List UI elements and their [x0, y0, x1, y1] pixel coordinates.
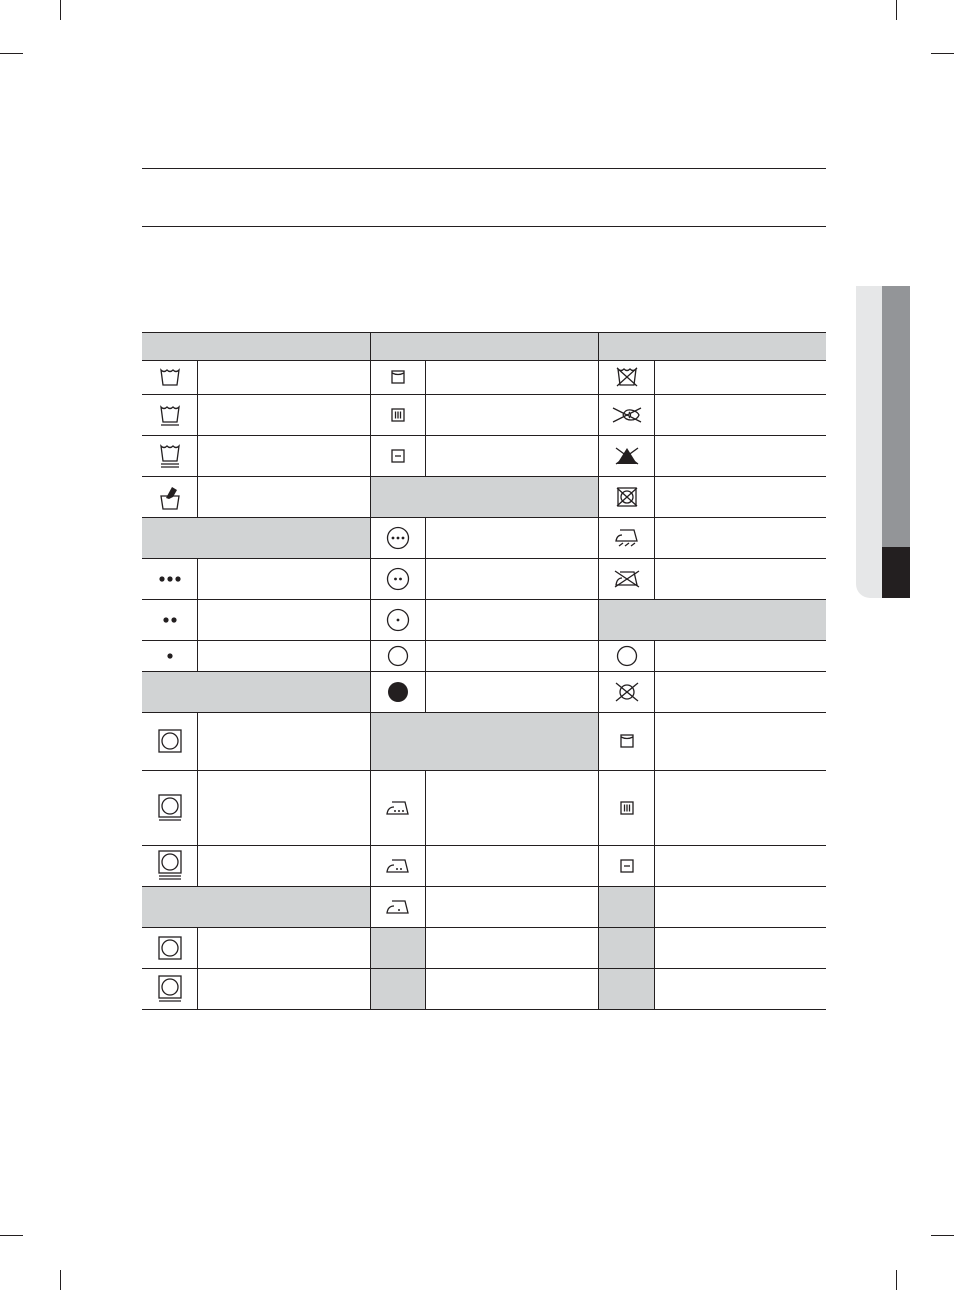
do-not-wash-icon: [599, 360, 654, 394]
square-three-bars-icon-glyph: [391, 408, 405, 422]
do-not-wash-icon-glyph: [615, 366, 639, 388]
iron-two-dots-icon: [371, 845, 425, 886]
square-circle-double-underline-icon: [142, 845, 197, 886]
title-rule-bottom: [142, 226, 826, 227]
wash-tub-delicate-icon: [142, 435, 197, 476]
table-row-line: [142, 517, 826, 518]
wash-tub-permanent-press-icon-glyph: [158, 403, 182, 427]
square-circle-underline-icon-glyph: [158, 975, 182, 1003]
crop-mark: [0, 53, 23, 54]
table-column-line: [425, 517, 426, 712]
table-row-line: [142, 558, 826, 559]
do-not-steam-iron-icon: [599, 517, 654, 558]
table-row-line: [142, 671, 826, 672]
section-header-band: [371, 712, 598, 770]
table-row-line: [142, 845, 826, 846]
section-header-band: [142, 517, 371, 558]
table-row-line: [142, 886, 826, 887]
square-dash-icon-glyph: [620, 859, 634, 873]
table-row-line: [142, 394, 826, 395]
square-dash-icon: [599, 845, 654, 886]
three-dots-icon-glyph: [158, 575, 182, 583]
do-not-tumble-dry-icon: [599, 476, 654, 517]
table-row-line: [142, 1009, 826, 1010]
chapter-tab-background: [856, 286, 883, 598]
hand-wash-icon-glyph: [158, 484, 182, 510]
table-row-line: [142, 435, 826, 436]
circle-empty-icon-glyph: [616, 645, 638, 667]
do-not-bleach-icon: [599, 435, 654, 476]
table-row-line: [142, 927, 826, 928]
iron-one-dot-icon-glyph: [385, 899, 411, 915]
do-not-dry-clean-icon-glyph: [614, 681, 640, 703]
table-row-line: [142, 360, 826, 361]
wash-tub-permanent-press-icon: [142, 394, 197, 435]
square-blank-icon: [599, 712, 654, 770]
square-circle-icon: [142, 712, 197, 770]
table-column-line: [197, 558, 198, 671]
two-dots-icon-glyph: [161, 616, 179, 624]
do-not-wring-icon: [599, 394, 654, 435]
icon-column-band: [599, 886, 654, 1009]
square-circle-double-underline-icon-glyph: [158, 850, 182, 881]
iron-one-dot-icon: [371, 886, 425, 927]
do-not-iron-icon: [599, 558, 654, 599]
square-three-bars-icon-glyph: [620, 801, 634, 815]
square-blank-icon: [371, 360, 425, 394]
do-not-bleach-icon-glyph: [614, 446, 640, 466]
table-row-line: [142, 332, 826, 333]
wash-tub-icon-glyph: [158, 366, 182, 388]
circle-empty-icon-glyph: [387, 645, 409, 667]
square-blank-icon-glyph: [620, 734, 634, 748]
square-circle-underline-icon-glyph: [158, 794, 182, 822]
crop-mark: [60, 0, 61, 20]
circle-empty-icon: [599, 640, 654, 671]
circle-one-dot-icon-glyph: [386, 608, 410, 632]
do-not-iron-icon-glyph: [613, 569, 641, 589]
circle-two-dots-icon-glyph: [386, 567, 410, 591]
do-not-wring-icon-glyph: [611, 406, 643, 424]
chapter-tab-active: [882, 547, 910, 598]
table-column-line: [197, 927, 198, 1009]
table-row-line: [142, 640, 826, 641]
circle-two-dots-icon: [371, 558, 425, 599]
crop-mark: [931, 1235, 954, 1236]
square-circle-icon-glyph: [158, 729, 182, 753]
circle-empty-icon: [371, 640, 425, 671]
crop-mark: [60, 1270, 61, 1290]
do-not-steam-iron-icon-glyph: [613, 527, 641, 549]
table-column-line: [425, 360, 426, 477]
do-not-tumble-dry-icon-glyph: [615, 486, 639, 508]
square-three-bars-icon: [599, 770, 654, 845]
square-blank-icon-glyph: [391, 370, 405, 384]
title-rule-top: [142, 168, 826, 169]
square-circle-icon: [142, 927, 197, 968]
wash-tub-delicate-icon-glyph: [158, 442, 182, 469]
hand-wash-icon: [142, 476, 197, 517]
do-not-dry-clean-icon: [599, 671, 654, 712]
iron-three-dots-icon: [371, 770, 425, 845]
circle-three-dots-icon: [371, 517, 425, 558]
circle-one-dot-icon: [371, 599, 425, 640]
section-header-band: [142, 886, 371, 927]
crop-mark: [0, 1235, 23, 1236]
table-row-line: [142, 968, 826, 969]
table-column-line: [654, 640, 655, 1009]
square-dash-icon: [371, 435, 425, 476]
wash-tub-icon: [142, 360, 197, 394]
circle-filled-icon: [371, 671, 425, 712]
crop-mark: [896, 1270, 897, 1290]
square-three-bars-icon: [371, 394, 425, 435]
iron-three-dots-icon-glyph: [385, 800, 411, 816]
table-column-line: [425, 770, 426, 1009]
square-circle-icon-glyph: [158, 936, 182, 960]
table-column-line: [197, 360, 198, 517]
table-row-line: [142, 599, 826, 600]
circle-three-dots-icon-glyph: [386, 526, 410, 550]
square-circle-underline-icon: [142, 770, 197, 845]
circle-filled-icon-glyph: [387, 681, 409, 703]
section-header-band: [599, 599, 826, 640]
one-dot-icon-glyph: [166, 652, 174, 660]
crop-mark: [896, 0, 897, 20]
section-header-band: [142, 671, 371, 712]
square-circle-underline-icon: [142, 968, 197, 1009]
table-row-line: [142, 712, 826, 713]
iron-two-dots-icon-glyph: [385, 858, 411, 874]
table-row-line: [142, 476, 826, 477]
section-header-band: [371, 477, 598, 517]
square-dash-icon-glyph: [391, 449, 405, 463]
table-column-line: [197, 712, 198, 886]
table-row-line: [142, 770, 826, 771]
chapter-tab: [882, 286, 910, 547]
one-dot-icon: [142, 640, 197, 671]
two-dots-icon: [142, 599, 197, 640]
crop-mark: [931, 53, 954, 54]
table-header-band: [142, 332, 826, 360]
table-column-line: [654, 360, 655, 599]
three-dots-icon: [142, 558, 197, 599]
